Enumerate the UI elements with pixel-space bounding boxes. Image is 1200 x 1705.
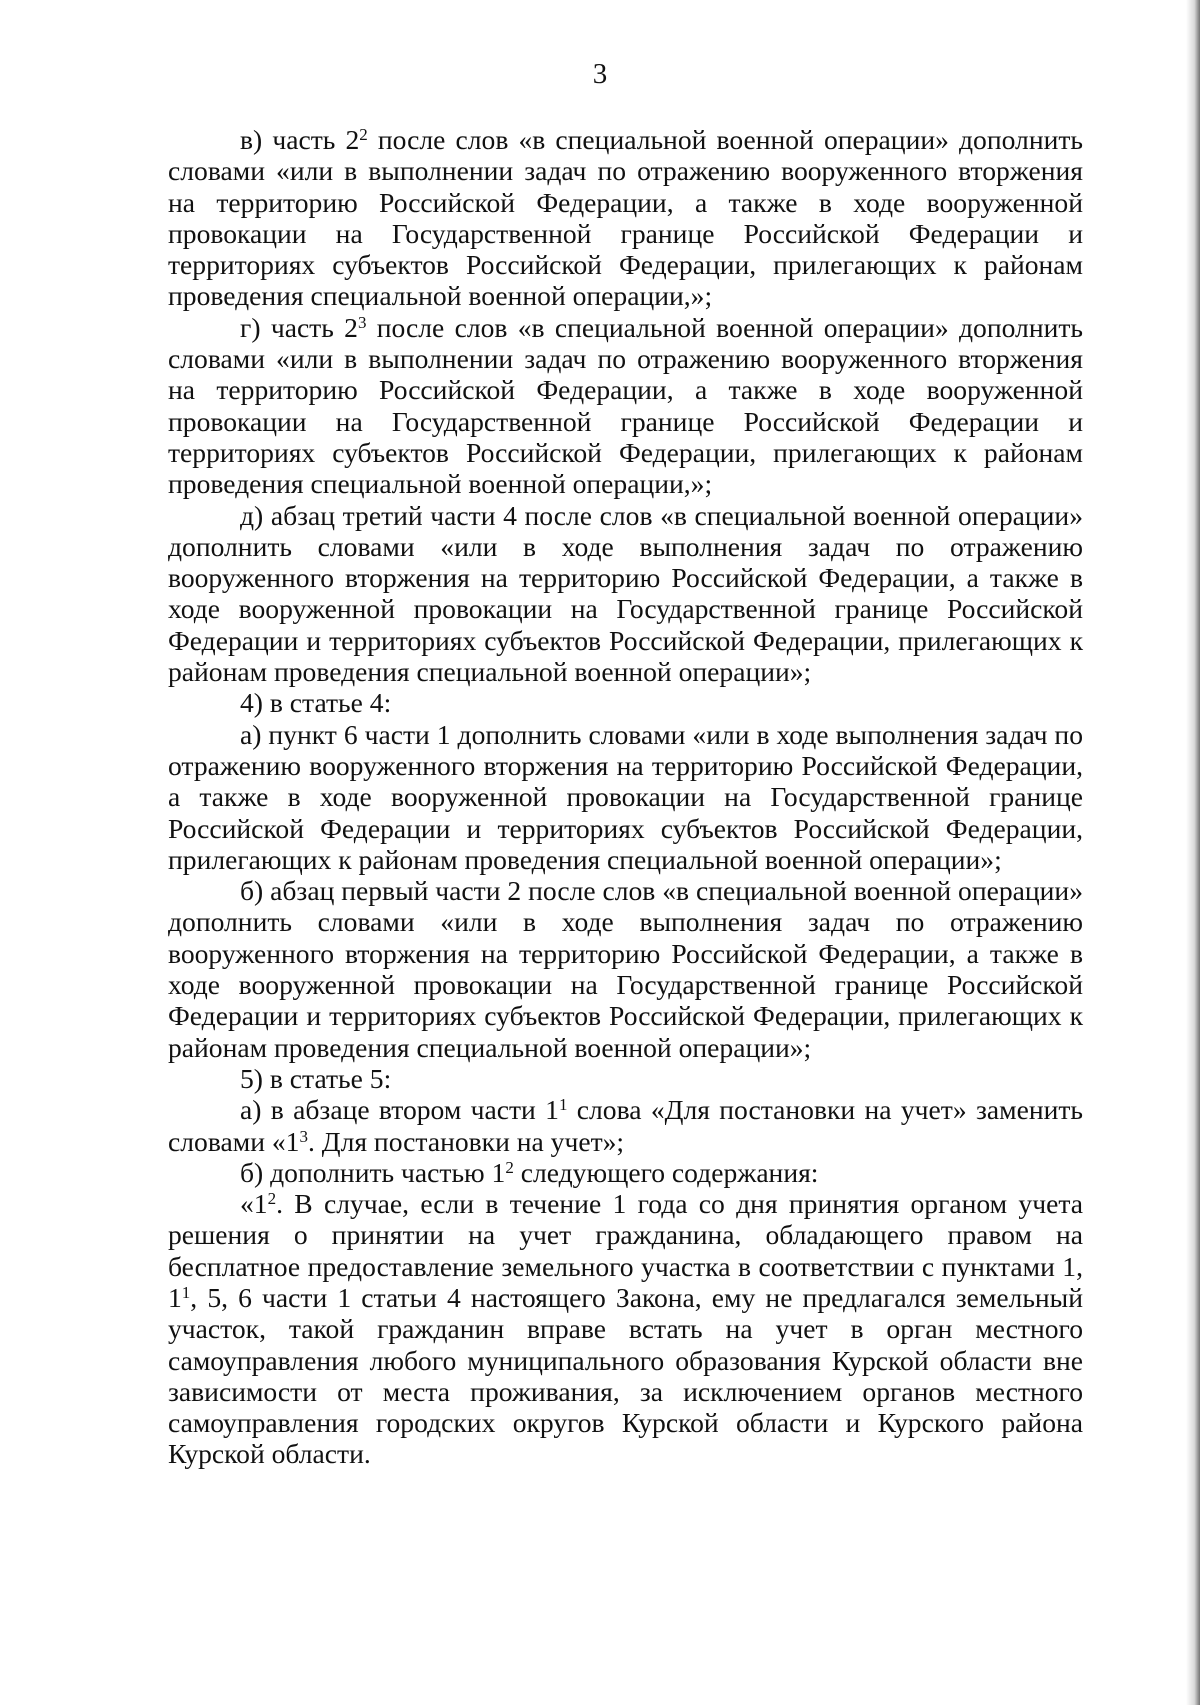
paragraph-v-text-before: в) часть 2 [240, 124, 360, 155]
paragraph-article-5-a-text-3: . Для постановки на учет»; [307, 1125, 625, 1157]
paragraph-article-5-a [168, 1094, 1083, 1157]
paragraph-article-5-a-superscript-2: 3 [299, 1126, 308, 1146]
paragraph-g-superscript: 3 [357, 312, 367, 332]
paragraph-v-superscript: 2 [359, 125, 368, 144]
paragraph-article-5-b-superscript: 2 [505, 1157, 514, 1177]
page-number: 3 [592, 58, 608, 90]
paragraph-article-5-b-content-text-2: . В случае, если в течение 1 года со дня принятия органом учета решения о принятии на учет гражданина, обладающего правом на бесплатное предоставление земельного участка в соответствии с пунктами 1, 1 [168, 1188, 1083, 1313]
paragraph-article-5-b-content-text-1: «1 [240, 1188, 268, 1220]
paragraph-article-4-b: б) абзац первый части 2 после слов «в специальной военной операции» дополнить словами «или в ходе выполнения задач по отражению вооруженного вторжения на территорию Российской Федерации, а также в ходе вооруженной провокации на Государственной границе Российской Федерации и территориях субъектов Российской Федерации, прилегающих к районам проведения специальной военной операции»; [168, 875, 1083, 1063]
paragraph-article-4: 4) в статье 4: [240, 687, 392, 719]
paragraph-article-5-b [168, 1157, 1083, 1188]
paragraph-article-5-a-text-2: слова «Для постановки на учет» заменить словами «1 [168, 1094, 1084, 1157]
paragraph-article-4-a: а) пункт 6 части 1 дополнить словами «или в ходе выполнения задач по отражению вооруженного вторжения на территорию Российской Федерации, а также в ходе вооруженной провокации на Государственной границе Российской Федерации и территориях субъектов Российской Федерации, прилегающих к районам проведения специальной военной операции»; [168, 718, 1083, 875]
paragraph-v-text-after: после слов «в специальной военной операции» дополнить словами «или в выполнении задач по отражению вооруженного вторжения на территорию Российской Федерации, а также в ходе вооруженной провокации на Государственной границе Российской Федерации и территориях субъектов Российской Федерации, прилегающих к районам проведения специальной военной операции,»; [168, 124, 1083, 312]
paragraph-g-text-after: после слов «в специальной военной операции» дополнить словами «или в выполнении задач по отражению вооруженного вторжения на территорию Российской Федерации, а также в ходе вооруженной провокации на Государственной границе Российской Федерации и территориях субъектов Российской Федерации, прилегающих к районам проведения специальной военной операции,»; [168, 311, 1083, 500]
paragraph-article-5: 5) в статье 5: [240, 1062, 392, 1094]
scan-edge-shadow [1186, 0, 1200, 1705]
paragraph-article-5-a-superscript-1: 1 [558, 1095, 568, 1115]
paragraph-article-5-a-text-1: а) в абзаце втором части 1 [240, 1094, 559, 1126]
paragraph-article-5-b-content-superscript-1: 2 [267, 1189, 277, 1209]
paragraph-article-5-b-content-superscript-2: 1 [181, 1282, 191, 1302]
paragraph-article-5-b-text-before: б) дополнить частью 1 [240, 1156, 506, 1188]
paragraph-d: д) абзац третий части 4 после слов «в специальной военной операции» дополнить словами «или в ходе выполнения задач по отражению вооруженного вторжения на территорию Российской Федерации, а также в ходе вооруженной провокации на Государственной границе Российской Федерации и территориях субъектов Российской Федерации, прилегающих к районам проведения специальной военной операции»; [168, 499, 1083, 688]
document-body [168, 124, 1083, 1470]
paragraph-article-5-b-content-text-3: , 5, 6 части 1 статьи 4 настоящего Закона, ему не предлагался земельный участок, такой гражданин вправе встать на учет в орган местного самоуправления любого муниципального образования Курской области вне зависимости от места проживания, за исключением органов местного самоуправления городских округов Курской области и Курского района Курской области. [168, 1281, 1083, 1470]
paragraph-article-5-b-text-after: следующего содержания: [513, 1156, 819, 1188]
paragraph-g [168, 312, 1083, 500]
paragraph-article-5-b-content [168, 1188, 1083, 1470]
paragraph-g-text-before: г) часть 2 [240, 311, 358, 343]
paragraph-v [168, 124, 1083, 312]
